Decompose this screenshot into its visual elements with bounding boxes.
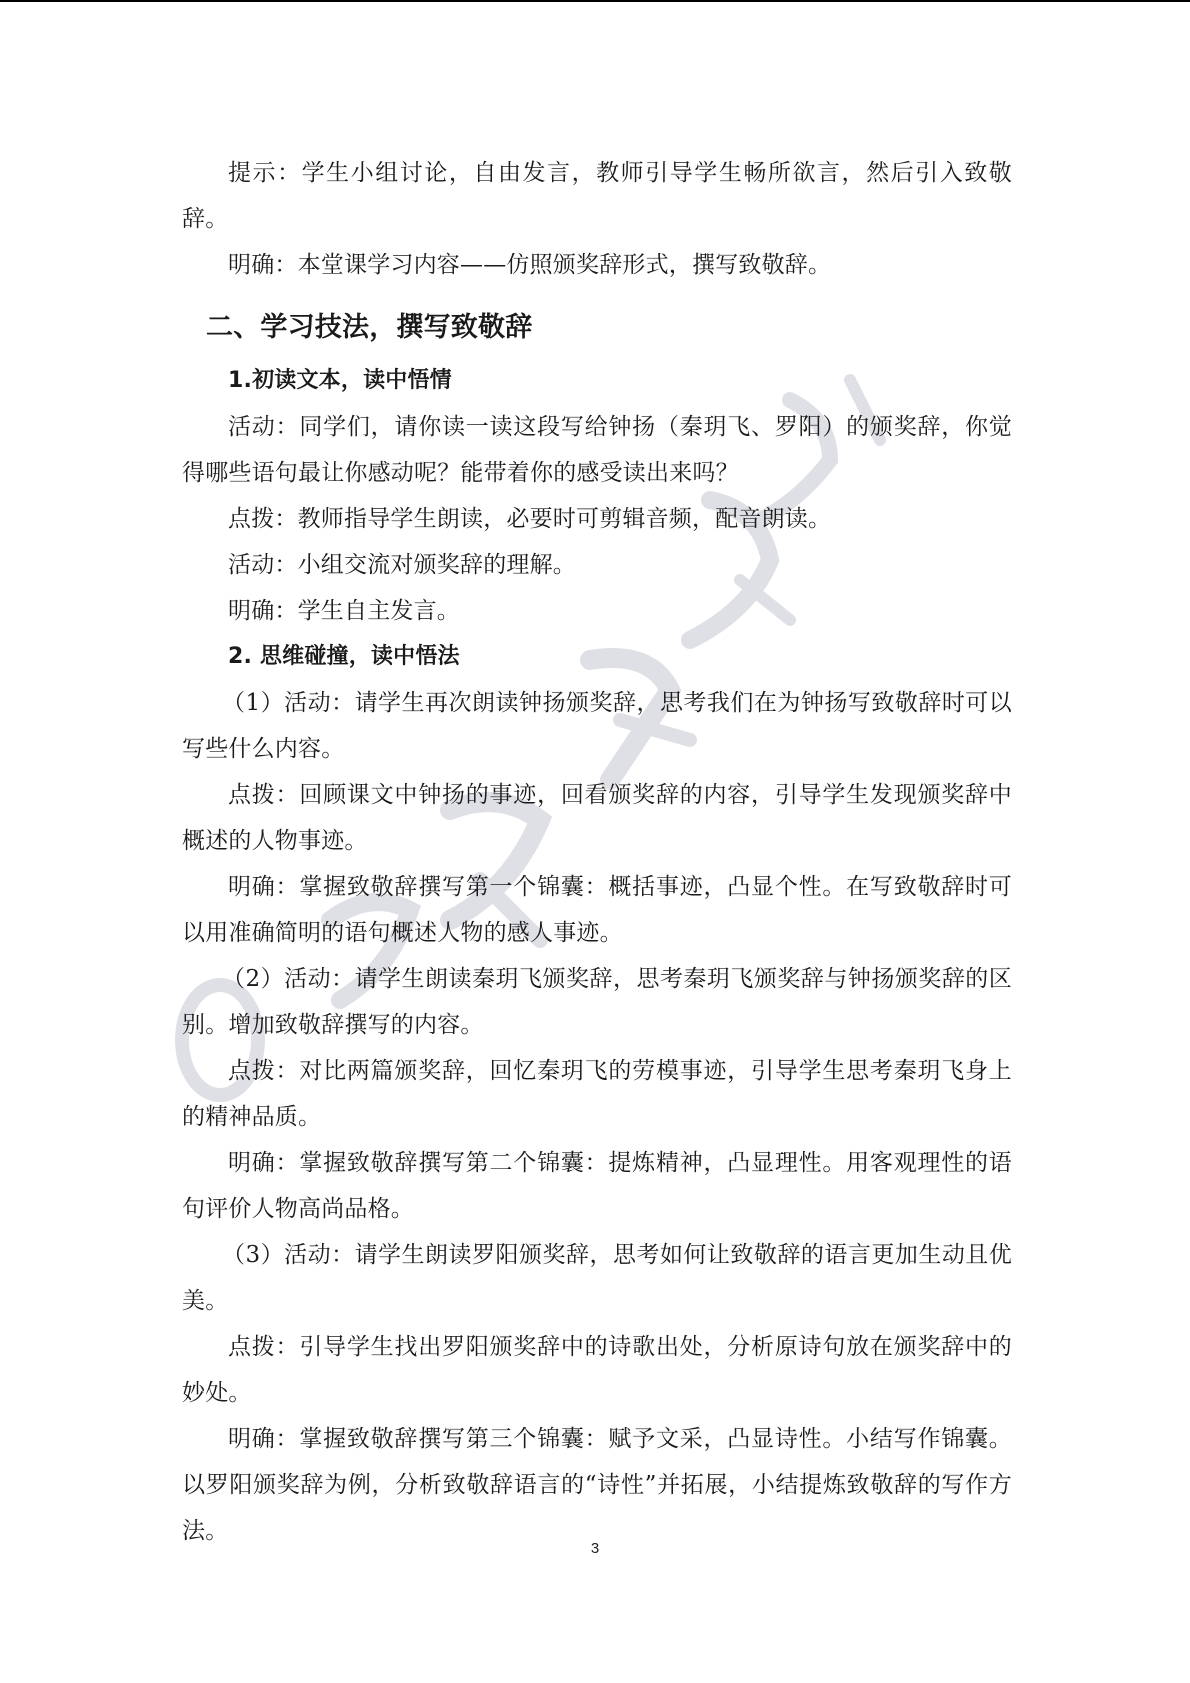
page-number: 3 <box>590 1540 600 1557</box>
paragraph-activity-4: （2）活动：请学生朗读秦玥飞颁奖辞，思考秦玥飞颁奖辞与钟扬颁奖辞的区别。增加致敬辞撰写的内容。 <box>182 966 1012 1038</box>
paragraph-activity-5: （3）活动：请学生朗读罗阳颁奖辞，思考如何让致敬辞的语言更加生动且优美。 <box>182 1242 1012 1314</box>
section-heading: 二、学习技法，撰写致敬辞 <box>206 312 533 343</box>
top-border-line <box>0 0 1190 2</box>
subsection-heading-1: 1.初读文本，读中悟情 <box>228 368 452 393</box>
document-body <box>182 150 1012 1554</box>
paragraph-guidance-3: 点拨：对比两篇颁奖辞，回忆秦玥飞的劳模事迹，引导学生思考秦玥飞身上的精神品质。 <box>182 1058 1012 1130</box>
paragraph-guidance-4: 点拨：引导学生找出罗阳颁奖辞中的诗歌出处，分析原诗句放在颁奖辞中的妙处。 <box>182 1334 1012 1406</box>
paragraph-activity-1: 活动：同学们，请你读一读这段写给钟扬（秦玥飞、罗阳）的颁奖辞，你觉得哪些语句最让你感动呢？能带着你的感受读出来吗？ <box>182 414 1012 486</box>
paragraph-activity-2: 活动：小组交流对颁奖辞的理解。 <box>228 552 576 578</box>
paragraph-guidance-1: 点拨：教师指导学生朗读，必要时可剪辑音频，配音朗读。 <box>228 506 832 532</box>
paragraph-clarify-1: 明确：学生自主发言。 <box>228 598 460 624</box>
subsection-heading-2: 2. 思维碰撞，读中悟法 <box>228 644 460 669</box>
paragraph-guidance-2: 点拨：回顾课文中钟扬的事迹，回看颁奖辞的内容，引导学生发现颁奖辞中概述的人物事迹。 <box>182 782 1012 854</box>
paragraph-clarify-4: 明确：掌握致敬辞撰写第三个锦囊：赋予文采，凸显诗性。小结写作锦囊。以罗阳颁奖辞为例，分析致敬辞语言的“诗性”并拓展，小结提炼致敬辞的写作方法。 <box>182 1426 1012 1544</box>
paragraph-activity-3: （1）活动：请学生再次朗读钟扬颁奖辞，思考我们在为钟扬写致敬辞时可以写些什么内容。 <box>182 690 1012 762</box>
paragraph-clarify-3: 明确：掌握致敬辞撰写第二个锦囊：提炼精神，凸显理性。用客观理性的语句评价人物高尚品格。 <box>182 1150 1012 1222</box>
paragraph-hint: 提示：学生小组讨论，自由发言，教师引导学生畅所欲言，然后引入致敬辞。 <box>182 160 1012 232</box>
paragraph-clarify-2: 明确：掌握致敬辞撰写第一个锦囊：概括事迹，凸显个性。在写致敬辞时可以用准确简明的语句概述人物的感人事迹。 <box>182 874 1012 946</box>
paragraph-clarify-intro: 明确：本堂课学习内容——仿照颁奖辞形式，撰写致敬辞。 <box>228 252 832 278</box>
